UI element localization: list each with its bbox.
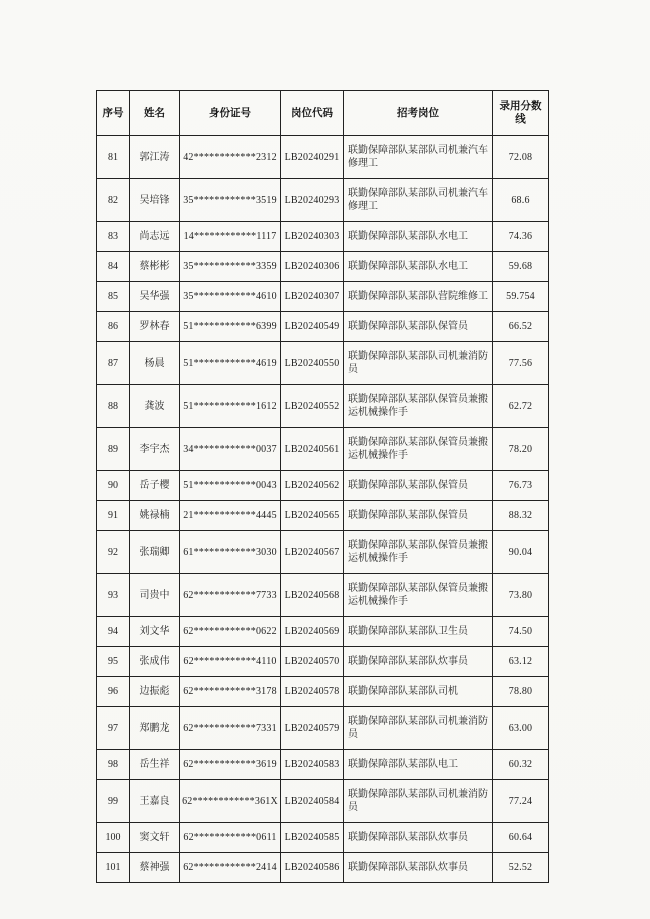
cell-post-code: LB20240562 <box>281 471 344 501</box>
cell-score-line: 66.52 <box>493 312 549 342</box>
cell-id-number: 51************6399 <box>180 312 281 342</box>
cell-name: 蔡彬彬 <box>130 252 180 282</box>
cell-score-line: 88.32 <box>493 501 549 531</box>
cell-id-number: 51************1612 <box>180 385 281 428</box>
cell-post: 联勤保障部队某部队保管员兼搬运机械操作手 <box>344 531 493 574</box>
cell-score-line: 78.20 <box>493 428 549 471</box>
cell-serial-no: 101 <box>97 853 130 883</box>
cell-post-code: LB20240586 <box>281 853 344 883</box>
cell-serial-no: 85 <box>97 282 130 312</box>
cell-post: 联勤保障部队某部队司机兼消防员 <box>344 780 493 823</box>
table-row <box>97 574 549 617</box>
table-row <box>97 647 549 677</box>
cell-id-number: 34************0037 <box>180 428 281 471</box>
cell-serial-no: 92 <box>97 531 130 574</box>
cell-serial-no: 88 <box>97 385 130 428</box>
cell-post-code: LB20240549 <box>281 312 344 342</box>
table-row <box>97 750 549 780</box>
table-row <box>97 853 549 883</box>
cell-post-code: LB20240585 <box>281 823 344 853</box>
cell-post-code: LB20240550 <box>281 342 344 385</box>
cell-name: 尚志远 <box>130 222 180 252</box>
table-row <box>97 471 549 501</box>
cell-name: 郑鹏龙 <box>130 707 180 750</box>
cell-serial-no: 93 <box>97 574 130 617</box>
cell-score-line: 63.00 <box>493 707 549 750</box>
cell-score-line: 74.36 <box>493 222 549 252</box>
cell-id-number: 61************3030 <box>180 531 281 574</box>
cell-serial-no: 96 <box>97 677 130 707</box>
cell-name: 蔡神强 <box>130 853 180 883</box>
cell-id-number: 62************0622 <box>180 617 281 647</box>
cell-post-code: LB20240291 <box>281 136 344 179</box>
table-row <box>97 312 549 342</box>
cell-post-code: LB20240303 <box>281 222 344 252</box>
cell-score-line: 60.64 <box>493 823 549 853</box>
col-header-serial-no: 序号 <box>97 91 130 136</box>
cell-post-code: LB20240306 <box>281 252 344 282</box>
table-row <box>97 282 549 312</box>
cell-post-code: LB20240569 <box>281 617 344 647</box>
cell-post: 联勤保障部队某部队司机兼消防员 <box>344 707 493 750</box>
table-row <box>97 823 549 853</box>
table-row <box>97 780 549 823</box>
cell-name: 窦文轩 <box>130 823 180 853</box>
table-row <box>97 179 549 222</box>
cell-name: 杨晨 <box>130 342 180 385</box>
cell-name: 司贵中 <box>130 574 180 617</box>
recruitment-score-table <box>96 90 549 883</box>
cell-id-number: 62************7733 <box>180 574 281 617</box>
table-body <box>97 136 549 883</box>
cell-post-code: LB20240583 <box>281 750 344 780</box>
cell-id-number: 62************0611 <box>180 823 281 853</box>
cell-post-code: LB20240584 <box>281 780 344 823</box>
cell-post: 联勤保障部队某部队水电工 <box>344 252 493 282</box>
cell-post: 联勤保障部队某部队司机兼消防员 <box>344 342 493 385</box>
col-header-post-code: 岗位代码 <box>281 91 344 136</box>
cell-serial-no: 91 <box>97 501 130 531</box>
cell-post: 联勤保障部队某部队电工 <box>344 750 493 780</box>
cell-post: 联勤保障部队某部队保管员 <box>344 312 493 342</box>
col-header-post: 招考岗位 <box>344 91 493 136</box>
cell-serial-no: 84 <box>97 252 130 282</box>
cell-id-number: 62************2414 <box>180 853 281 883</box>
cell-serial-no: 89 <box>97 428 130 471</box>
cell-post: 联勤保障部队某部队保管员 <box>344 471 493 501</box>
cell-post: 联勤保障部队某部队炊事员 <box>344 647 493 677</box>
cell-post-code: LB20240567 <box>281 531 344 574</box>
col-header-score-line: 录用分数线 <box>493 91 549 136</box>
cell-post-code: LB20240570 <box>281 647 344 677</box>
cell-name: 郭江涛 <box>130 136 180 179</box>
cell-serial-no: 94 <box>97 617 130 647</box>
cell-score-line: 60.32 <box>493 750 549 780</box>
cell-serial-no: 81 <box>97 136 130 179</box>
cell-post-code: LB20240579 <box>281 707 344 750</box>
cell-id-number: 35************4610 <box>180 282 281 312</box>
table-row <box>97 342 549 385</box>
cell-post: 联勤保障部队某部队炊事员 <box>344 853 493 883</box>
cell-post-code: LB20240552 <box>281 385 344 428</box>
cell-name: 刘文华 <box>130 617 180 647</box>
cell-post: 联勤保障部队某部队司机兼汽车修理工 <box>344 136 493 179</box>
cell-score-line: 72.08 <box>493 136 549 179</box>
cell-score-line: 78.80 <box>493 677 549 707</box>
cell-score-line: 63.12 <box>493 647 549 677</box>
cell-name: 边振彪 <box>130 677 180 707</box>
table-row <box>97 531 549 574</box>
cell-score-line: 76.73 <box>493 471 549 501</box>
table-row <box>97 617 549 647</box>
cell-name: 李宇杰 <box>130 428 180 471</box>
cell-score-line: 74.50 <box>493 617 549 647</box>
cell-name: 罗林春 <box>130 312 180 342</box>
table-row <box>97 428 549 471</box>
cell-score-line: 68.6 <box>493 179 549 222</box>
cell-score-line: 59.754 <box>493 282 549 312</box>
cell-post-code: LB20240307 <box>281 282 344 312</box>
col-header-name: 姓名 <box>130 91 180 136</box>
cell-post: 联勤保障部队某部队司机 <box>344 677 493 707</box>
cell-serial-no: 87 <box>97 342 130 385</box>
table-row <box>97 385 549 428</box>
cell-id-number: 42************2312 <box>180 136 281 179</box>
cell-serial-no: 98 <box>97 750 130 780</box>
cell-id-number: 62************361X <box>180 780 281 823</box>
cell-serial-no: 82 <box>97 179 130 222</box>
cell-score-line: 59.68 <box>493 252 549 282</box>
cell-score-line: 62.72 <box>493 385 549 428</box>
cell-id-number: 62************3619 <box>180 750 281 780</box>
cell-score-line: 52.52 <box>493 853 549 883</box>
cell-post-code: LB20240561 <box>281 428 344 471</box>
cell-id-number: 14************1117 <box>180 222 281 252</box>
table-row <box>97 136 549 179</box>
cell-serial-no: 97 <box>97 707 130 750</box>
cell-name: 张成伟 <box>130 647 180 677</box>
cell-id-number: 62************4110 <box>180 647 281 677</box>
cell-score-line: 90.04 <box>493 531 549 574</box>
cell-post: 联勤保障部队某部队保管员兼搬运机械操作手 <box>344 385 493 428</box>
cell-serial-no: 99 <box>97 780 130 823</box>
cell-post: 联勤保障部队某部队保管员兼搬运机械操作手 <box>344 428 493 471</box>
cell-score-line: 73.80 <box>493 574 549 617</box>
cell-serial-no: 95 <box>97 647 130 677</box>
cell-post: 联勤保障部队某部队卫生员 <box>344 617 493 647</box>
table-row <box>97 677 549 707</box>
cell-name: 吴华强 <box>130 282 180 312</box>
cell-post-code: LB20240578 <box>281 677 344 707</box>
cell-post: 联勤保障部队某部队保管员兼搬运机械操作手 <box>344 574 493 617</box>
cell-id-number: 35************3359 <box>180 252 281 282</box>
cell-serial-no: 86 <box>97 312 130 342</box>
cell-name: 龚波 <box>130 385 180 428</box>
cell-score-line: 77.56 <box>493 342 549 385</box>
cell-id-number: 62************7331 <box>180 707 281 750</box>
cell-post: 联勤保障部队某部队炊事员 <box>344 823 493 853</box>
col-header-id-number: 身份证号 <box>180 91 281 136</box>
table-row <box>97 252 549 282</box>
cell-post: 联勤保障部队某部队司机兼汽车修理工 <box>344 179 493 222</box>
table-row <box>97 501 549 531</box>
cell-id-number: 51************0043 <box>180 471 281 501</box>
cell-post: 联勤保障部队某部队水电工 <box>344 222 493 252</box>
table-row <box>97 707 549 750</box>
cell-id-number: 35************3519 <box>180 179 281 222</box>
cell-name: 岳子樱 <box>130 471 180 501</box>
cell-id-number: 51************4619 <box>180 342 281 385</box>
cell-score-line: 77.24 <box>493 780 549 823</box>
table-row <box>97 222 549 252</box>
cell-serial-no: 83 <box>97 222 130 252</box>
cell-post-code: LB20240293 <box>281 179 344 222</box>
table-header-row <box>97 91 549 136</box>
cell-serial-no: 100 <box>97 823 130 853</box>
cell-serial-no: 90 <box>97 471 130 501</box>
cell-id-number: 62************3178 <box>180 677 281 707</box>
cell-post: 联勤保障部队某部队营院维修工 <box>344 282 493 312</box>
cell-post-code: LB20240568 <box>281 574 344 617</box>
cell-name: 岳生祥 <box>130 750 180 780</box>
cell-post: 联勤保障部队某部队保管员 <box>344 501 493 531</box>
cell-id-number: 21************4445 <box>180 501 281 531</box>
cell-name: 吴培锋 <box>130 179 180 222</box>
cell-name: 王嘉良 <box>130 780 180 823</box>
cell-name: 张瑞卿 <box>130 531 180 574</box>
cell-name: 姚禄楠 <box>130 501 180 531</box>
cell-post-code: LB20240565 <box>281 501 344 531</box>
